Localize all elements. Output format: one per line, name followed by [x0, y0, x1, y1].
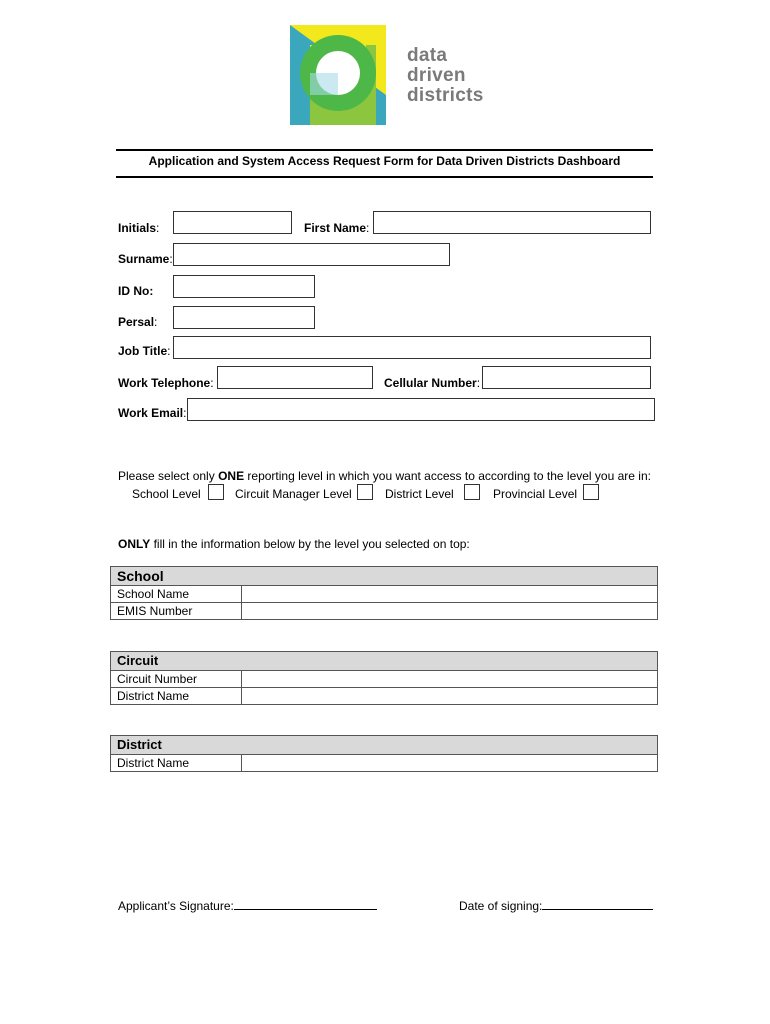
- provincial-level-checkbox[interactable]: [583, 484, 599, 500]
- id-no-input[interactable]: [173, 275, 315, 298]
- work-email-label: Work Email:: [118, 406, 187, 420]
- district-level-label: District Level: [385, 487, 454, 501]
- cellular-number-label: Cellular Number:: [384, 376, 481, 390]
- work-telephone-label: Work Telephone:: [118, 376, 214, 390]
- district-section-table: [110, 735, 658, 772]
- provincial-level-label: Provincial Level: [493, 487, 578, 501]
- circuit-district-name-input[interactable]: [242, 688, 658, 705]
- school-section-title: School: [111, 567, 658, 586]
- surname-input[interactable]: [173, 243, 450, 266]
- date-of-signing: [459, 897, 653, 913]
- circuit-number-label: Circuit Number: [111, 671, 242, 688]
- cellular-number-input[interactable]: [482, 366, 651, 389]
- reporting-level-instruction: Please select only ONE reporting level in which you want access to according to the level you are in:: [118, 469, 651, 483]
- date-of-signing-line[interactable]: [542, 897, 653, 910]
- fill-note: ONLY fill in the information below by the level you selected on top:: [118, 537, 470, 551]
- district-level-checkbox[interactable]: [464, 484, 480, 500]
- logo-line-districts: districts: [407, 85, 484, 106]
- applicant-signature-label: Applicant’s Signature:: [118, 899, 234, 913]
- initials-input[interactable]: [173, 211, 292, 234]
- persal-input[interactable]: [173, 306, 315, 329]
- form-title: Application and System Access Request Form for Data Driven Districts Dashboard: [148, 154, 621, 168]
- logo-wordmark: [407, 46, 484, 106]
- logo-line-data: data: [407, 45, 448, 66]
- emis-number-input[interactable]: [242, 603, 658, 620]
- logo-line-driven: driven: [407, 65, 466, 86]
- initials-label: Initials:: [118, 221, 160, 235]
- circuit-section-table: [110, 651, 658, 705]
- work-email-input[interactable]: [187, 398, 655, 421]
- circuit-manager-level-checkbox[interactable]: [357, 484, 373, 500]
- school-name-label: School Name: [111, 586, 242, 603]
- data-driven-districts-logo-mark: [290, 25, 386, 125]
- first-name-label: First Name:: [304, 221, 370, 235]
- job-title-label: Job Title:: [118, 344, 171, 358]
- district-section-title: District: [111, 736, 658, 755]
- circuit-section-title: Circuit: [111, 652, 658, 671]
- school-level-label: School Level: [132, 487, 201, 501]
- circuit-number-input[interactable]: [242, 671, 658, 688]
- persal-label: Persal:: [118, 315, 158, 329]
- first-name-input[interactable]: [373, 211, 651, 234]
- circuit-manager-level-label: Circuit Manager Level: [235, 487, 352, 501]
- school-section-table: [110, 566, 658, 620]
- emis-number-label: EMIS Number: [111, 603, 242, 620]
- applicant-signature: [118, 897, 377, 913]
- id-no-label: ID No:: [118, 284, 154, 298]
- district-name-label: District Name: [111, 755, 242, 772]
- circuit-district-name-label: District Name: [111, 688, 242, 705]
- applicant-signature-line[interactable]: [234, 897, 377, 910]
- surname-label: Surname:: [118, 252, 173, 266]
- work-telephone-input[interactable]: [217, 366, 373, 389]
- date-of-signing-label: Date of signing:: [459, 899, 543, 913]
- school-name-input[interactable]: [242, 586, 658, 603]
- job-title-input[interactable]: [173, 336, 651, 359]
- school-level-checkbox[interactable]: [208, 484, 224, 500]
- district-name-input[interactable]: [242, 755, 658, 772]
